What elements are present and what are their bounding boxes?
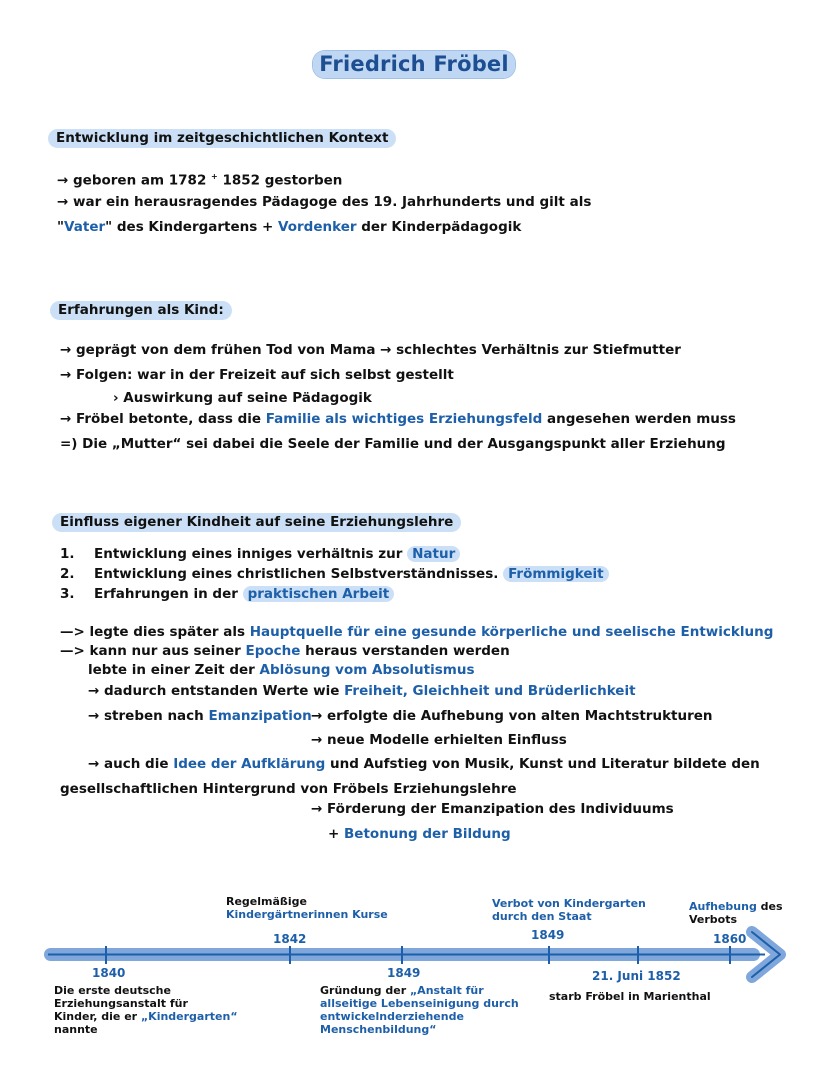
list-item: 1. Entwicklung eines inniges verhältnis zur Natur <box>60 545 460 563</box>
year-1852: 21. Juni 1852 <box>592 969 681 983</box>
childhood-line-2: → Folgen: war in der Freizeit auf sich selbst gestellt <box>60 367 454 383</box>
influence-line-5a: → streben nach Emanzipation <box>88 708 312 724</box>
year-1842: 1842 <box>273 932 307 946</box>
father-kindergarten-line: "Vater" des Kindergartens + Vordenker der Kinderpädagogik <box>57 219 522 235</box>
influence-line-7: → auch die Idee der Aufklärung und Aufstieg von Musik, Kunst und Literatur bildete den <box>88 756 760 772</box>
event-1849-founding: Gründung der „Anstalt für allseitige Lebenseinigung durch entwickelnderziehende Menschenbildung“ <box>320 984 519 1036</box>
event-1840: Die erste deutsche Erziehungsanstalt für Kinder, die er „Kindergarten“ nannte <box>54 984 238 1036</box>
list-item: 2. Entwicklung eines christlichen Selbstverständnisses. Frömmigkeit <box>60 565 609 583</box>
influence-line-1: —> legte dies später als Hauptquelle für eine gesunde körperliche und seelische Entwicklung <box>60 624 774 640</box>
influence-line-6: → neue Modelle erhielten Einfluss <box>311 732 567 748</box>
year-1849-founding: 1849 <box>387 966 421 980</box>
childhood-line-3: › Auswirkung auf seine Pädagogik <box>113 390 372 406</box>
pedagogue-line: → war ein herausragendes Pädagoge des 19. Jahrhunderts und gilt als <box>57 194 592 210</box>
influence-line-10: + Betonung der Bildung <box>328 826 511 842</box>
childhood-line-4: → Fröbel betonte, dass die Familie als wichtiges Erziehungsfeld angesehen werden muss <box>60 411 736 427</box>
year-1849-ban: 1849 <box>531 928 565 942</box>
section-heading-context: Entwicklung im zeitgeschichtlichen Kontext <box>48 129 396 148</box>
influence-line-2: —> kann nur aus seiner Epoche heraus verstanden werden <box>60 643 510 659</box>
year-1840: 1840 <box>92 966 126 980</box>
section-heading-childhood: Erfahrungen als Kind: <box>50 301 232 320</box>
childhood-line-5: =) Die „Mutter“ sei dabei die Seele der Familie und der Ausgangspunkt aller Erziehung <box>60 436 726 452</box>
year-1860: 1860 <box>713 932 747 946</box>
list-item: 3. Erfahrungen in der praktischen Arbeit <box>60 585 394 603</box>
influence-line-8: gesellschaftlichen Hintergrund von Fröbels Erziehungslehre <box>60 781 517 797</box>
influence-line-5b: → erfolgte die Aufhebung von alten Machtstrukturen <box>311 708 713 724</box>
event-1852: starb Fröbel in Marienthal <box>549 990 711 1003</box>
influence-line-3: lebte in einer Zeit der Ablösung vom Absolutismus <box>88 662 475 678</box>
birth-death-line: → geboren am 1782 + 1852 gestorben <box>57 172 343 189</box>
event-1842: Regelmäßige Kindergärtnerinnen Kurse <box>226 895 388 921</box>
influence-line-4: → dadurch entstanden Werte wie Freiheit, Gleichheit und Brüderlichkeit <box>88 683 636 699</box>
section-heading-influence: Einfluss eigener Kindheit auf seine Erziehungslehre <box>52 513 461 532</box>
event-1849-ban: Verbot von Kindergarten durch den Staat <box>492 897 646 923</box>
influence-line-9: → Förderung der Emanzipation des Individuums <box>311 801 674 817</box>
childhood-line-1: → geprägt von dem frühen Tod von Mama → schlechtes Verhältnis zur Stiefmutter <box>60 342 681 358</box>
page-title: Friedrich Fröbel <box>0 52 828 76</box>
event-1860: Aufhebung des Verbots <box>689 900 783 926</box>
